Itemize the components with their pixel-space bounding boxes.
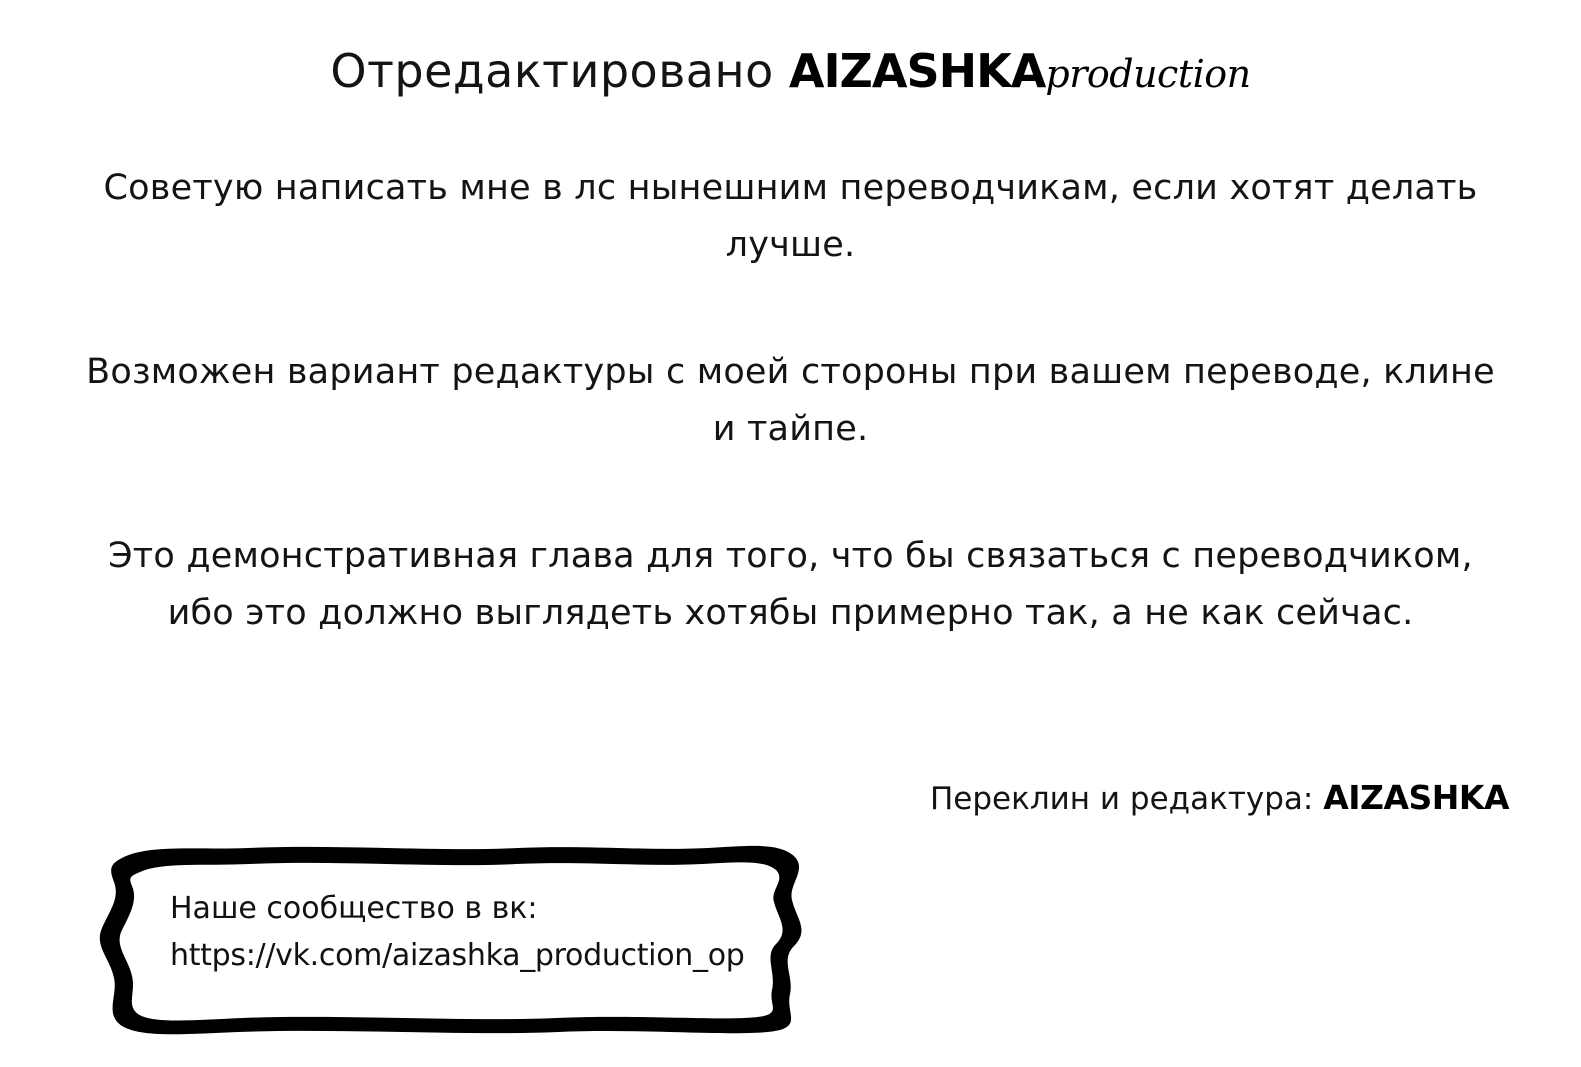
paragraph-3: Это демонстративная глава для того, что бы связаться с переводчиком, ибо это должно выглядеть хотябы примерно так, а не как сейчас. <box>108 536 1473 634</box>
body-text-block <box>72 160 1509 642</box>
sticker-line-1: Наше сообщество в вк: <box>170 891 538 926</box>
editor-credit-header <box>0 44 1581 98</box>
community-link-sticker[interactable] <box>88 838 828 1036</box>
paragraph-2: Возможен вариант редактуры с моей стороны при вашем переводе, клине и тайпе. <box>86 352 1495 450</box>
signature-label: Переклин и редактура: <box>929 781 1324 817</box>
sticker-link[interactable]: https://vk.com/aizashka_production_op <box>170 937 745 973</box>
paragraph-1: Советую написать мне в лс нынешним переводчикам, если хотят делать лучше. <box>103 168 1478 266</box>
signature-name: AIZASHKA <box>1323 778 1509 817</box>
sticker-text-content <box>170 886 790 979</box>
header-brand-name: AIZASHKA <box>788 44 1046 98</box>
header-brand-suffix: production <box>1045 52 1251 96</box>
credits-signature <box>930 778 1509 817</box>
header-main-text: Отредактировано <box>330 44 789 98</box>
